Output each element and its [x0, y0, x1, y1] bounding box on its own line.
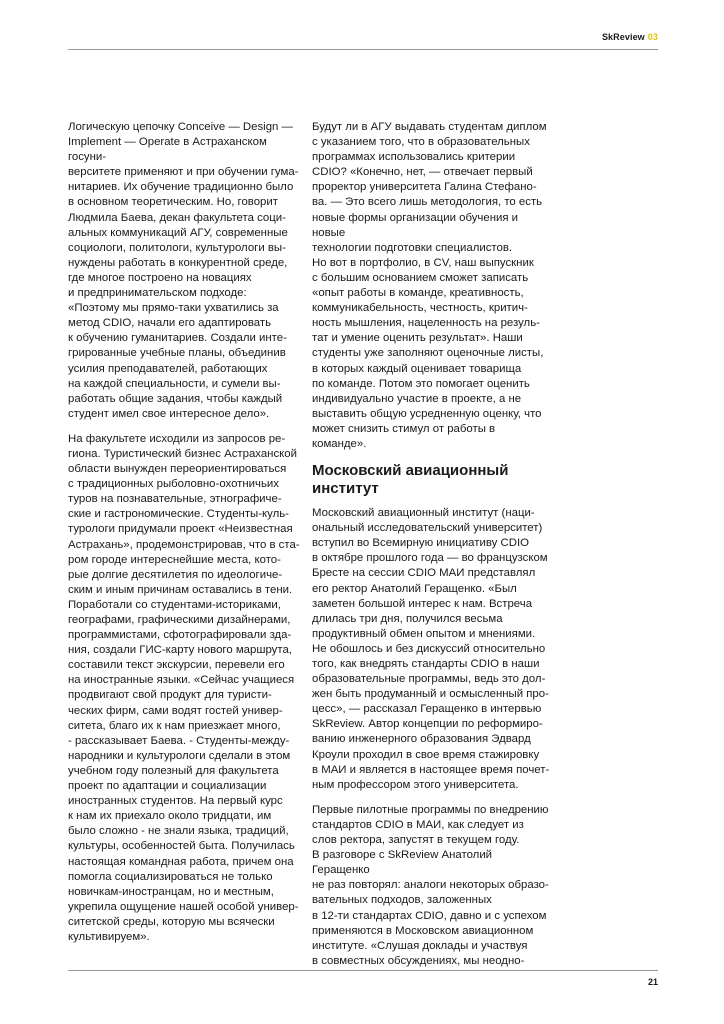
footer-rule	[68, 970, 658, 971]
section-heading: Московский авиационный институт	[312, 462, 509, 498]
right-column	[312, 120, 550, 979]
page-header	[68, 30, 658, 48]
paragraph: Будут ли в АГУ выдавать студентам диплом с указанием того, что в образовательных программах использовались критерии CDIO? «Конечно, нет, — отвечает первый проректор университета Галина Стефано- ва. — Это всего лишь методология, то есть новые формы организации обучения и новые технологии подготовки специалистов. Но вот в портфолио, в CV, наш выпускник с большим основанием сможет записать «опыт работы в команде, креативность, коммуникабельность, честность, критич- ность мышления, нацеленность на резуль- тат и умение оценить результат». Наши студенты уже заполняют оценочные листы, в которых каждый оценивает товарища по команде. Потом это помогает оценить индивидуально участие в проекте, а не выставить общую усредненную оценку, что может снизить стимул от работы в команде».	[312, 121, 547, 450]
left-column	[68, 120, 306, 955]
header-rule	[68, 49, 658, 50]
paragraph: Первые пилотные программы по внедрению стандартов CDIO в МАИ, как следует из слов ректора, запустят в текущем году. В разговоре с SkReview Анатолий Геращенко не раз повторял: аналоги некоторых образо- вательных подходов, заложенных в 12-ти стандартах CDIO, давно и с успехом применяются в Московском авиационном институте. «Слушая доклады и участвуя в совместных обсуждениях, мы неодно-	[312, 803, 549, 967]
paragraph: На факультете исходили из запросов ре- гиона. Туристический бизнес Астраханской области вынужден переориентироваться с традиционных рыболовно-охотничьих туров на познавательные, этнографиче- ские и гастрономические. Студенты-куль- турологи придумали проект «Неизвестная Астрахань», продемонстрировав, что в ста- ром городе интереснейшие места, кото- рые долгие десятилетия по идеологиче- ским и иным причинам оставались в тени. Поработали со студентами-историками, географами, графическими дизайнерами, программистами, сфотографировали зда- ния, создали ГИС-карту нового маршрута, составили текст экскурсии, перевели его на иностранные языки. «Сейчас учащиеся продвигают свой продукт для туристи- ческих фирм, сами водят гостей универ- ситета, благо их к нам приезжает много, - рассказывает Баева. - Студенты-между- народники и культурологи сделали в этом учебном году полезный для факультета проект по адаптации и социализации иностранных студентов. На первый курс к нам их приехало около тридцати, им было сложно - не знали языка, традиций, культуры, особенностей быта. Получилась настоящая командная работа, причем она помогла социализироваться не только новичкам-иностранцам, но и местным, укрепила ощущение нашей особой универ- ситетской среды, которую мы всячески культивируем».	[68, 432, 300, 943]
paragraph: Московский авиационный институт (наци- ональный исследовательский университет) вступил во Всемирную инициативу CDIO в октябре прошлого года — во французском Бресте на сессии CDIO МАИ представлял его ректор Анатолий Геращенко. «Был заметен большой интерес к нам. Встреча длилась три дня, получился весьма продуктивный обмен опытом и мнениями. Не обошлось и без дискуссий относительно того, как внедрять стандарты CDIO в наши образовательные программы, ведь это дол- жен быть продуманный и осмысленный про- цесс», — рассказал Геращенко в интервью SkReview. Автор концепции по реформиро- ванию инженерного образования Эдвард Кроули проходил в свое время стажировку в МАИ и является в настоящее время почет- ным профессором этого университета.	[312, 507, 550, 791]
brand-name: SkReview	[601, 32, 645, 42]
paragraph: Логическую цепочку Conceive — Design — Implement — Operate в Астраханском госуни- верситете применяют и при обучении гума- нитариев. Их обучение традиционно было в основном теоретическим. Но, говорит Людмила Баева, декан факультета соци- альных коммуникаций АГУ, современные социологи, политологи, культурологи вы- нуждены работать в конкурентной среде, где многое построено на новациях и предпринимательском подходе: «Поэтому мы прямо-таки ухватились за метод CDIO, начали его адаптировать к обучению гуманитариев. Создали инте- грированные учебные планы, объединив усилия преподавателей, работающих на каждой специальности, и сумели вы- работать общие задания, чтобы каждый студент имел свое интересное дело».	[68, 121, 299, 420]
issue-number: 03	[647, 32, 658, 42]
running-head	[602, 32, 658, 42]
page-number: 21	[647, 977, 658, 987]
